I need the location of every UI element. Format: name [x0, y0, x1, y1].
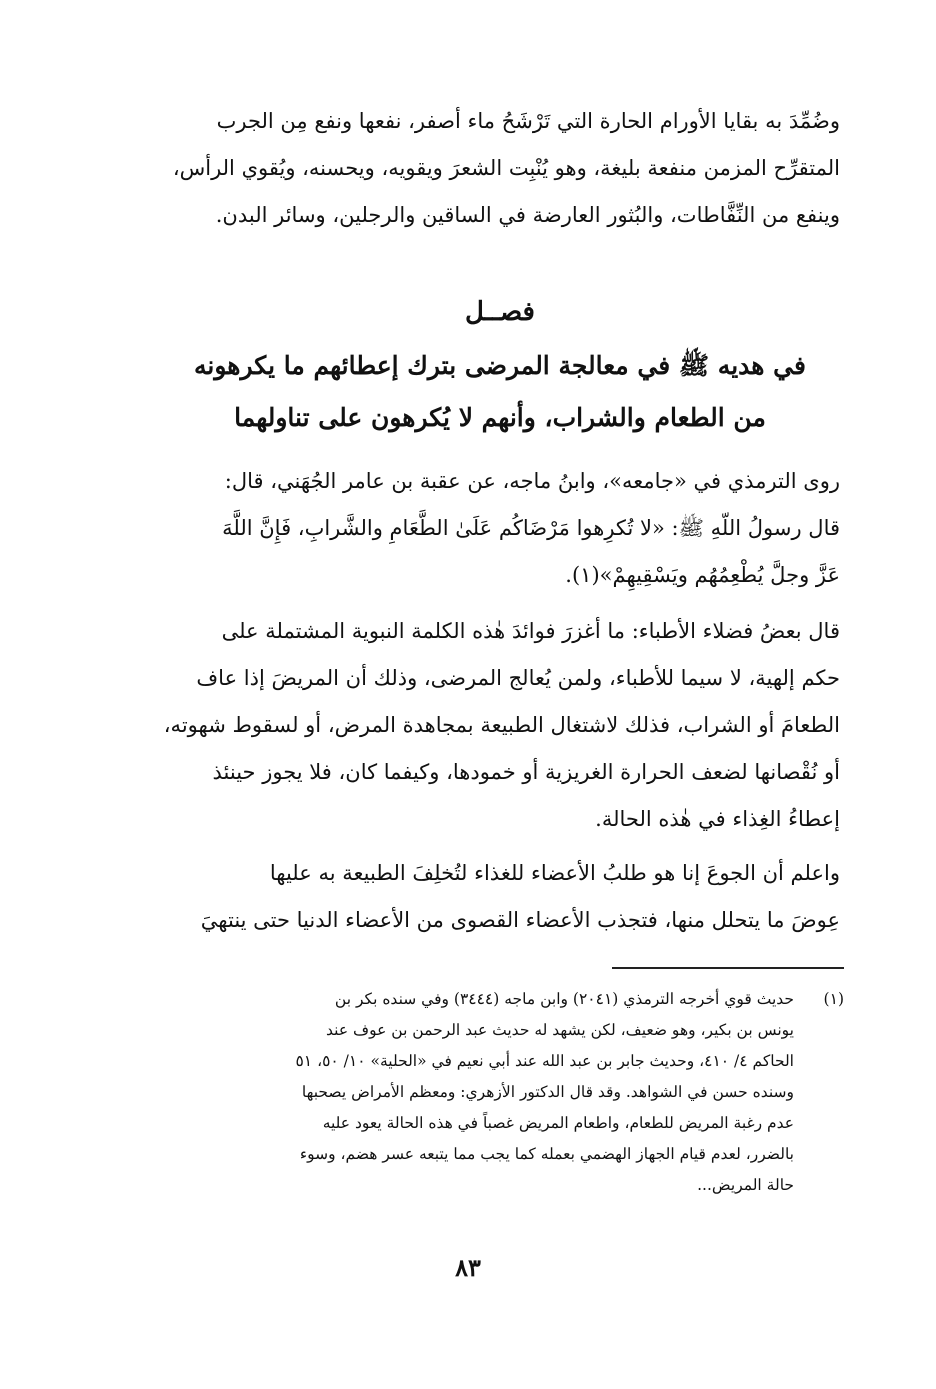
paragraph-intro [160, 98, 840, 239]
paragraph-hunger [160, 850, 840, 944]
text-line: واعلم أن الجوعَ إنا هو طلبُ الأعضاء للغذاء لتُخلِفَ الطبيعة به عليها [269, 861, 840, 885]
footnote-line: عدم رغبة المريض للطعام، واطعام المريض غصباً في هذه الحالة يعود عليه [322, 1114, 794, 1132]
footnote [160, 984, 844, 1201]
text-line: المتقرِّح المزمن منفعة بليغة، وهو يُنْبِت الشعرَ ويقويه، ويحسنه، ويُقوي الرأس، [172, 156, 840, 180]
footnote-line [160, 984, 844, 1015]
text-line: عَزَّ وجلَّ يُطْعِمُهُم ويَسْقِيهِمْ»(١). [565, 563, 840, 587]
section-title-line: من الطعام والشراب، وأنهم لا يُكرهون على تناولهما [234, 403, 766, 432]
text-line: وضُمِّدَ به بقايا الأورام الحارة التي تَرْشَحُ ماء أصفر، نفعها ونفع مِن الجرب [216, 109, 840, 133]
text-line: حكم إلهية، لا سيما للأطباء، ولمن يُعالج المرضى، وذلك أن المريضَ إذا عاف [196, 666, 840, 690]
text-line: قال رسولُ اللّهِ ﷺ: «لا تُكرِهوا مَرْضَاكُم عَلَىٰ الطَّعَامِ والشَّرابِ، فَإِنَّ اللَّهَ [222, 516, 840, 540]
text-line: أو نُقْصانها لضعف الحرارة الغريزية أو خمودها، وكيفما كان، فلا يجوز حينئذ [212, 760, 840, 784]
paragraph-hadith [160, 458, 840, 599]
footnote-text: حديث قوي أخرجه الترمذي (٢٠٤١) وابن ماجه (٣٤٤٤) وفي سنده بكر بن [334, 990, 794, 1008]
section-title [160, 340, 840, 444]
section-label: فصــل [465, 297, 535, 327]
text-line: عِوضَ ما يتحلل منها، فتجذب الأعضاء القصوى من الأعضاء الدنيا حتى ينتهيَ [200, 908, 840, 932]
footnote-line: وسنده حسن في الشواهد. وقد قال الدكتور الأزهري: ومعظم الأمراض يصحبها [301, 1083, 794, 1101]
paragraph-physicians [160, 608, 840, 843]
text-line: قال بعضُ فضلاء الأطباء: ما أغزرَ فوائدَ هٰذه الكلمة النبوية المشتملة على [221, 619, 840, 643]
footnote-line: يونس بن بكير، وهو ضعيف، لكن يشهد له حديث عبد الرحمن بن عوف عند [326, 1021, 794, 1039]
text-line: الطعامَ أو الشراب، فذلك لاشتغال الطبيعة بمجاهدة المرض، أو لسقوط شهوته، [163, 713, 840, 737]
text-line: وينفع من النِّفَّاطات، والبُثور العارضة في الساقين والرجلين، وسائر البدن. [215, 203, 840, 227]
footnote-divider [612, 967, 844, 969]
page-number: ٨٣ [455, 1253, 481, 1282]
footnote-number: (١) [823, 990, 844, 1008]
text-line: روى الترمذي في «جامعه»، وابنُ ماجه، عن عقبة بن عامر الجُهَني، قال: [224, 469, 840, 493]
section-title-line: في هديه ﷺ في معالجة المرضى بترك إعطائهم ما يكرهونه [194, 351, 806, 380]
footnote-line: بالضرر، لعدم قيام الجهاز الهضمي بعمله كما يجب مما يتبعه عسر هضم، وسوء [299, 1145, 794, 1163]
footnote-line: الحاكم ٤/ ٤١٠، وحديث جابر بن عبد الله عند أبي نعيم في «الحلية» ١٠/ ٥٠، ٥١ [295, 1052, 794, 1070]
footnote-line: حالة المريض... [697, 1176, 794, 1194]
text-line: إعطاءُ الغِذاء في هٰذه الحالة. [595, 807, 840, 831]
